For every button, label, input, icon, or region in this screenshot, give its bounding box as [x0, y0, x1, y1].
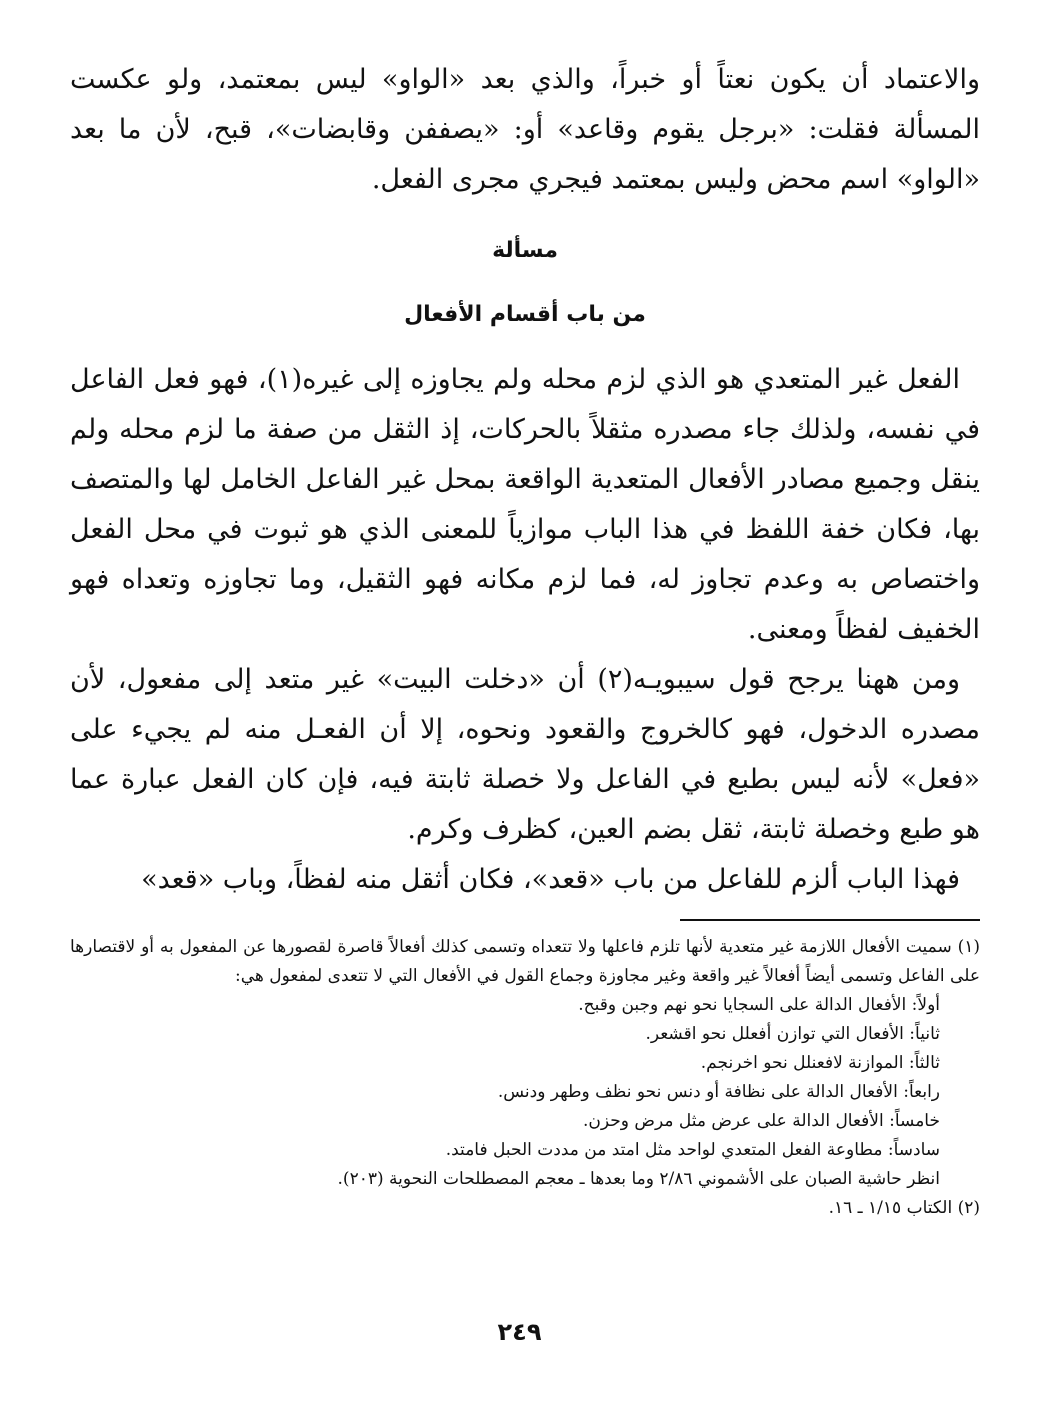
footnote-1-item: رابعاً: الأفعال الدالة على نظافة أو دنس نحو نظف وطهر ودنس.	[497, 1082, 940, 1102]
body-paragraph: فهذا الباب ألزم للفاعل من باب «قعد»، فكان أثقل منه لفظاً، وباب «قعد»	[141, 864, 960, 895]
footnote-1-source: انظر حاشية الصبان على الأشموني ٢/٨٦ وما بعدها ـ معجم المصطلحات النحوية (٢٠٣).	[337, 1169, 940, 1189]
footnote-1-item: ثانياً: الأفعال التي توازن أفعلل نحو اقشعر.	[645, 1024, 940, 1044]
intro-paragraph: والاعتماد أن يكون نعتاً أو خبراً، والذي بعد «الواو» ليس بمعتمد، ولو عكست المسألة فقلت: «برجل يقوم وقاعد» أو: «يصففن وقابضات»، قبح، لأن ما بعد «الواو» اسم محض وليس بمعتمد فيجري مجرى الفعل.	[70, 64, 980, 195]
footnote-1-item: ثالثاً: الموازنة لافعنلل نحو اخرنجم.	[700, 1053, 940, 1073]
section-heading-masala: مسألة	[492, 238, 558, 263]
footnote-1-item: سادساً: مطاوعة الفعل المتعدي لواحد مثل امتد من مددت الحبل فامتد.	[445, 1140, 940, 1160]
body-paragraph: ومن ههنا يرجح قول سيبويـه(٢) أن «دخلت البيت» غير متعد إلى مفعول، لأن مصدره الدخول، فهو كالخروج والقعود ونحوه، إلا أن الفعـل منه لم يجيء على «فعل» لأنه ليس بطبع في الفاعل ولا خصلة ثابتة فيه، فإن كان الفعل عبارة عما هو طبع وخصلة ثابتة، ثقل بضم العين، كظرف وكرم.	[70, 664, 980, 845]
footnote-2-text: (٢) الكتاب ١/١٥ ـ ١٦.	[828, 1198, 980, 1218]
page-content	[70, 55, 980, 1223]
section-heading-bab: من باب أقسام الأفعال	[404, 302, 646, 327]
footnote-1-item: خامساً: الأفعال الدالة على عرض مثل مرض وحزن.	[583, 1111, 940, 1131]
footnote-1-item: أولاً: الأفعال الدالة على السجايا نحو نهم وجبن وقبح.	[578, 995, 940, 1015]
footnote-separator	[680, 919, 980, 921]
footnote-1-text: (١) سميت الأفعال اللازمة غير متعدية لأنها تلزم فاعلها ولا تتعداه وتسمى كذلك أفعالاً قاصرة لقصورها عن المفعول به أو لاقتصارها على الفاعل وتسمى أيضاً أفعالاً غير واقعة وغير مجاوزة وجماع القول في الأفعال التي لا تتعدى لمفعول هي:	[70, 937, 980, 986]
body-paragraph: الفعل غير المتعدي هو الذي لزم محله ولم يجاوزه إلى غيره(١)، فهو فعل الفاعل في نفسه، ولذلك جاء مصدره مثقلاً بالحركات، إذ الثقل من صفة ما لزم محله ولم ينقل وجميع مصادر الأفعال المتعدية الواقعة بمحل غير الفاعل الخامل لها والمتصف بها، فكان خفة اللفظ في هذا الباب موازياً للمعنى الذي هو ثبوت في محل الفعل واختصاص به وعدم تجاوز له، فما لزم مكانه فهو الثقيل، وما تجاوزه وتعداه فهو الخفيف لفظاً ومعنى.	[70, 364, 980, 645]
page-number: ٢٤٩	[497, 1318, 542, 1346]
